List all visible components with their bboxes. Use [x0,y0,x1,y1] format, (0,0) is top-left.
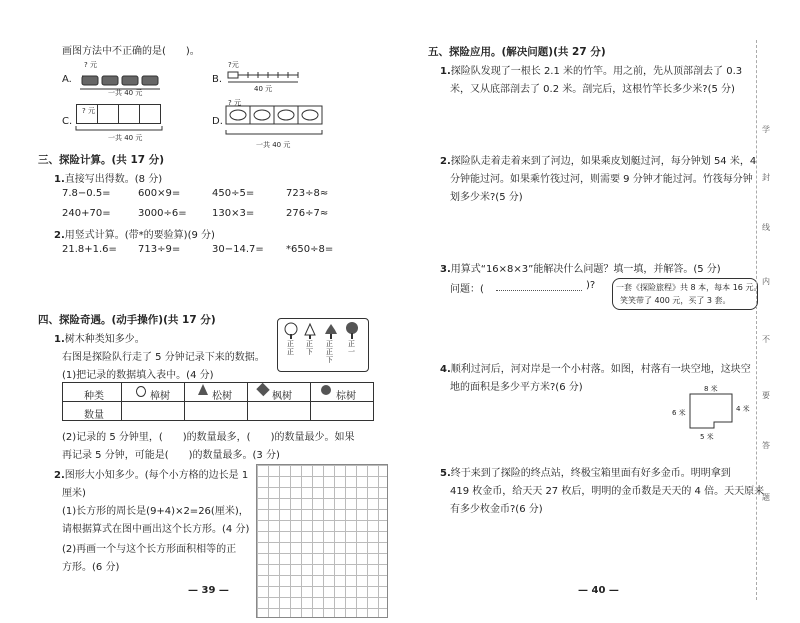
option-a-total: 一共 40 元 [108,89,143,97]
q1-number: 1. [440,66,451,77]
tally-mark: 正 正 下 [326,340,333,364]
q4-dim-right: 4 米 [736,405,750,413]
option-d-label: D. [212,116,223,127]
tally-mark: 正 下 [306,340,313,356]
q2-text: 图形大小知多少。(每个小方格的边长是 1 [64,470,249,481]
q2-part2-cont: 方形。(6 分) [62,562,120,573]
vertical-calc-item: 713÷9= [138,244,181,255]
page-number-right: — 40 — [578,585,619,596]
option-a-label: A. [62,74,72,85]
q1-part1: (1)把记录的数据填入表中。(4 分) [62,370,214,381]
q4-number: 4. [440,364,451,375]
q3-info-line2: 笑笑带了 400 元，买了 3 套。 [620,296,731,305]
section-5-title: 五、探险应用。(解决问题)(共 27 分) [428,46,606,58]
option-c-cell [97,104,119,124]
section-4-title: 四、探险奇遇。(动手操作)(共 17 分) [38,314,216,326]
q1-text: 直接写出得数。(8 分) [64,174,163,185]
option-c-label: C. [62,116,73,127]
intro-text: 画图方法中不正确的是( )。 [62,46,200,57]
table-header-kind: 种类 [84,391,104,402]
calc-item: 240+70= [62,208,111,219]
binding-char: 题 [762,493,770,502]
q1-line2: 米，又从底部剖去了 0.2 米。剖完后，这根竹竿长多少米?(5 分) [450,84,735,95]
option-b-label: B. [212,74,223,85]
tree-name: 樟树 [150,391,170,402]
page-number-left: — 39 — [188,585,229,596]
binding-char: 要 [762,391,770,400]
tally-mark: 正 正 [287,340,294,356]
tree-name: 棕树 [336,391,356,402]
option-a-question: ? 元 [84,61,97,69]
q3-line1: 用算式“16×8×3”能解决什么问题？填一填，并解答。(5 分) [450,264,721,275]
table-cell[interactable] [310,401,374,421]
q1-number: 1. [54,174,65,185]
tally-tree-icons [282,322,364,340]
option-b-question: ?元 [228,61,239,69]
tally-mark: 正 一 [348,340,355,356]
calc-item: 3000÷6= [138,208,187,219]
q4-dim-left: 6 米 [672,409,686,417]
q4-land-figure [688,392,736,430]
drawing-grid[interactable] [256,464,388,618]
option-c-question: ? 元 [82,107,95,115]
binding-char: 答 [762,441,770,450]
q3-info-line1: 一套《探险旅程》共 8 本，每本 16 元。 [616,283,762,292]
section-3-title: 三、探险计算。(共 17 分) [38,154,165,166]
calc-item: 7.8−0.5= [62,188,111,199]
q2-text-cont: 厘米) [62,488,86,499]
q4-line1: 顺利过河后，河对岸是一个小村落。如图，村落有一块空地，这块空 [450,364,751,375]
q1-number: 1. [54,334,65,345]
palm-tree-icon [321,385,331,395]
q1-part2: (2)记录的 5 分钟里，( )的数量最多，( )的数量最少。如果 [62,432,355,443]
vertical-calc-item: 30−14.7= [212,244,264,255]
q2-number: 2. [54,470,65,481]
table-cell[interactable] [121,401,185,421]
q4-line2: 地的面积是多少平方米?(6 分) [450,382,583,393]
q3-question-label: 问题：( [450,284,484,295]
option-b-total: 40 元 [254,85,273,93]
q1-text: 树木种类知多少。 [64,334,145,345]
vertical-calc-item: *650÷8= [286,244,334,255]
calc-item: 600×9= [138,188,181,199]
tree-name: 枫树 [272,391,292,402]
table-header-count: 数量 [84,410,104,421]
binding-char: 封 [762,173,770,182]
option-c-cell [118,104,140,124]
q5-line1: 终于来到了探险的终点站，终极宝箱里面有好多金币。明明拿到 [450,468,731,479]
tree-name: 松树 [212,391,232,402]
option-c-cell [76,104,98,124]
q3-answer-blank[interactable] [496,290,582,291]
q2-part2: (2)再画一个与这个长方形面积相等的正 [62,544,237,555]
q2-number: 2. [54,230,65,241]
calc-item: 723÷8≈ [286,188,329,199]
camphor-tree-icon [136,386,146,397]
vertical-calc-item: 21.8+1.6= [62,244,117,255]
table-cell[interactable] [247,401,311,421]
q3-question-end: )? [586,280,596,291]
binding-char: 不 [762,335,770,344]
q5-line3: 有多少枚金币?(6 分) [450,504,543,515]
table-cell[interactable] [184,401,248,421]
q3-number: 3. [440,264,451,275]
pine-tree-icon [198,384,208,395]
calc-item: 450÷5= [212,188,255,199]
binding-char: 学 [762,125,770,134]
binding-line [756,40,757,600]
q2-part1-cont: 请根据算式在图中画出这个长方形。(4 分) [62,524,250,535]
q2-line3: 划多少米?(5 分) [450,192,523,203]
q1-desc: 右图是探险队行走了 5 分钟记录下来的数据。 [62,352,265,363]
q1-line1: 探险队发现了一根长 2.1 米的竹竿。用之前，先从顶部剖去了 0.3 [450,66,743,77]
q4-dim-top: 8 米 [704,385,718,393]
q2-line1: 探险队走着走着来到了河边，如果乘皮划艇过河，每分钟划 54 米，4 [450,156,757,167]
option-d-question: ? 元 [228,99,241,107]
option-c-total: 一共 40 元 [108,134,143,142]
q2-part1: (1)长方形的周长是(9+4)×2=26(厘米)， [62,506,249,517]
option-c-cell [139,104,161,124]
q1-part2-cont: 再记录 5 分钟，可能是( )的数量最多。(3 分) [62,450,280,461]
q2-text: 用竖式计算。(带*的要验算)(9 分) [64,230,215,241]
calc-item: 276÷7≈ [286,208,329,219]
binding-char: 内 [762,277,770,286]
q2-line2: 分钟能过河。如果乘竹筏过河，则需要 9 分钟才能过河。竹筏每分钟 [450,174,753,185]
q5-number: 5. [440,468,451,479]
binding-char: 线 [762,223,770,232]
q5-line2: 419 枚金币，给天天 27 枚后，明明的金币数是天天的 4 倍。天天原来 [450,486,765,497]
option-d-total: 一共 40 元 [256,141,291,149]
calc-item: 130×3= [212,208,255,219]
q2-number: 2. [440,156,451,167]
q4-dim-bottom: 5 米 [700,433,714,441]
